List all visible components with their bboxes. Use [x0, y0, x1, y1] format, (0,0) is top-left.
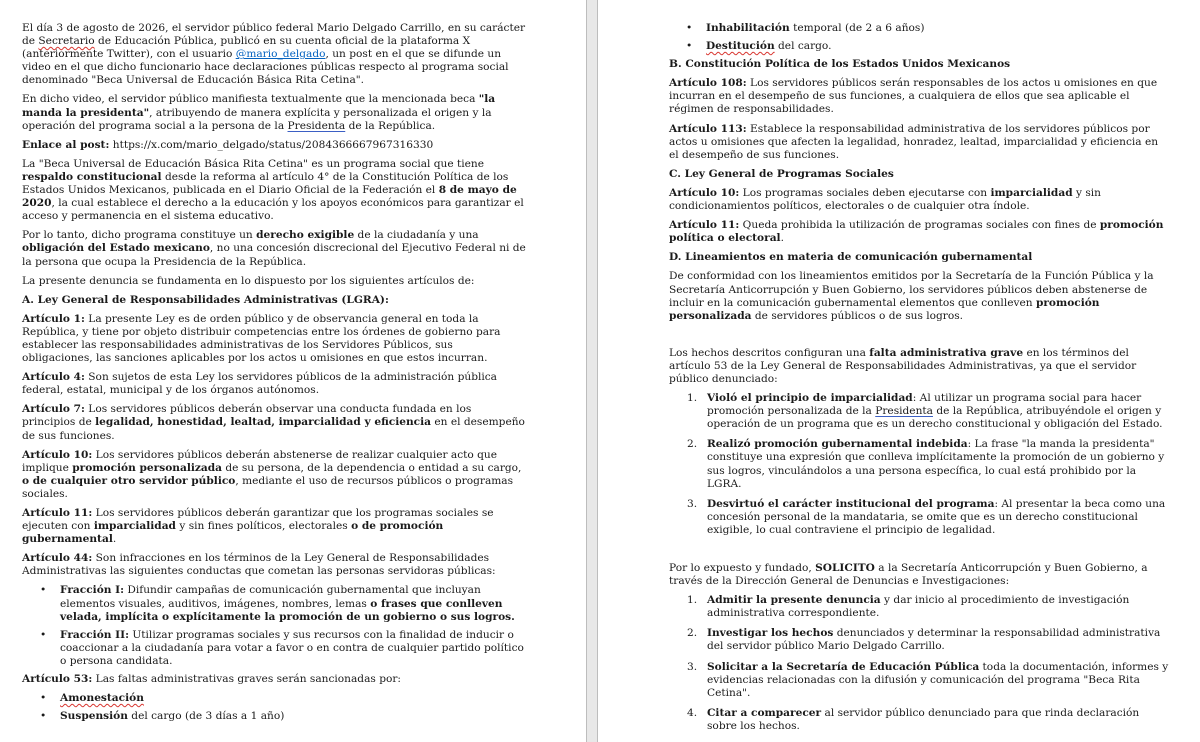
page-edge-left — [586, 0, 587, 742]
sanciones-list — [22, 692, 526, 723]
list-item: • Fracción II: Utilizar programas sociales y sus recursos con la finalidad de inducir o coaccionar a la ciudadanía para votar a favor o en contra de cualquier partido político o persona candidata. — [60, 629, 526, 668]
article-1: Artículo 1: La presente Ley es de orden público y de observancia general en toda la República, y tiene por objeto distribuir competencias entre los órdenes de gobierno para establecer las responsabilidades administrativas de los Servidores Públicos, sus obligaciones, las sanciones aplicables por los actos u omisiones en que estos incurran. — [22, 312, 501, 365]
list-item: • Destitución del cargo. — [706, 40, 1170, 53]
sanciones-list-continued — [669, 22, 1170, 53]
intro-paragraph: El día 3 de agosto de 2026, el servidor público federal Mario Delgado Carrillo, en su carácter de Secretario de Educación Pública, publicó en su cuenta oficial de la plataforma X (anteriormente Twitter), con el usuario @mario_delgado, un post en el que se difunde un video en el que dicho funcionario hace declaraciones públicas respecto al programa social denominado "Beca Universal de Educación Básica Rita Cetina". — [22, 22, 526, 87]
article-10: Artículo 10: Los servidores públicos deberán abstenerse de realizar cualquier acto que implique promoción personalizada de su persona, de la dependencia o entidad a su cargo, o de cualquier otro servidor público, mediante el uso de recursos públicos o programas sociales. — [22, 448, 522, 500]
list-item: 1. Admitir la presente denuncia y dar inicio al procedimiento de investigación administrativa correspondiente. — [687, 594, 1130, 620]
video-paragraph: En dicho video, el servidor público manifiesta textualmente que la mencionada beca "la manda la presidenta", atribuyendo de manera explícita y personalizada el origen y la operación del programa social a la persona de la Presidenta de la República. — [22, 93, 496, 132]
hechos-paragraph: Los hechos descritos configuran una falta administrativa grave en los términos del artículo 53 de la Ley General de Responsabilidades Administrativas, ya que el servidor público denunciado: — [669, 346, 1137, 385]
list-item: • Inhabilitación temporal (de 2 a 6 años) — [706, 22, 1170, 35]
article-11: Artículo 11: Los servidores públicos deberán garantizar que los programas sociales se ejecuten con imparcialidad y sin fines políticos, electorales o de promoción gubernamental. — [22, 507, 494, 546]
list-item: 3. Solicitar a la Secretaría de Educación Pública toda la documentación, informes y evidencias relacionadas con la difusión y comunicación del programa "Beca Rita Cetina". — [687, 660, 1169, 699]
post-url: https://x.com/mario_delgado/status/2084366667967316330 — [109, 138, 434, 151]
lineamientos-paragraph: De conformidad con los lineamientos emitidos por la Secretaría de la Función Pública y la Secretaría Anticorrupción y Buen Gobierno, los servidores públicos deben abstenerse de incluir en la comunicación gubernamental elementos que conlleven promoción personalizada de servidores públicos o de sus logros. — [669, 270, 1154, 322]
heading-lgra: A. Ley General de Responsabilidades Administrativas (LGRA): — [22, 293, 389, 306]
grammar-word: Presidenta — [287, 119, 346, 132]
document-page-right — [598, 0, 1200, 742]
denuncia-paragraph: La presente denuncia se fundamenta en lo dispuesto por los siguientes artículos de: — [22, 274, 475, 287]
list-item: 1. Violó el principio de imparcialidad: Al utilizar un programa social para hacer promoción personalizada de la Presidenta de la República, atribuyéndole el origen y operación de un programa que es un derecho constitucional y obligación del Estado. — [687, 392, 1163, 431]
heading-lineamientos: D. Lineamientos en materia de comunicación gubernamental — [669, 251, 1033, 264]
article-113: Artículo 113: Establece la responsabilidad administrativa de los servidores públicos por actos u omisiones que afecten la legalidad, honradez, lealtad, imparcialidad y eficiencia en el desempeño de sus funciones. — [669, 122, 1159, 161]
beca-paragraph: La "Beca Universal de Educación Básica Rita Cetina" es un programa social que tiene respaldo constitucional desde la reforma al artículo 4° de la Constitución Política de los Estados Unidos Mexicanos, publicada en el Diario Oficial de la Federación el 8 de mayo de 2020, la cual establece el derecho a la educación y los apoyos económicos para garantizar el acceso y permanencia en el sistema educativo. — [22, 157, 524, 223]
article-53: Artículo 53: Las faltas administrativas graves serán sancionadas por: — [22, 673, 402, 686]
list-item: • Amonestación — [60, 692, 526, 705]
spellcheck-word: Secretario — [38, 35, 95, 48]
post-link-paragraph: Enlace al post: https://x.com/mario_delgado/status/2084366667967316330 — [22, 138, 434, 151]
article-7: Artículo 7: Los servidores públicos deberán observar una conducta fundada en los principios de legalidad, honestidad, lealtad, imparcialidad y eficiencia en el desempeño de sus funciones. — [22, 403, 525, 442]
list-item: 2. Investigar los hechos denunciados y determinar la responsabilidad administrativa del servidor público Mario Delgado Carrillo. — [687, 627, 1161, 653]
blank-line — [669, 544, 1170, 562]
tanto-paragraph: Por lo tanto, dicho programa constituye un derecho exigible de la ciudadanía y una obligación del Estado mexicano, no una concesión discrecional del Ejecutivo Federal ni de la persona que ocupa la Presidencia de la República. — [22, 229, 526, 268]
fracciones-list — [22, 584, 526, 668]
solicito-paragraph: Por lo expuesto y fundado, SOLICITO a la Secretaría Anticorrupción y Buen Gobierno, a través de la Dirección General de Denuncias e Investigaciones: — [669, 562, 1148, 588]
blank-line — [669, 329, 1170, 347]
heading-constitucion: B. Constitución Política de los Estados Unidos Mexicanos — [669, 58, 1011, 71]
document-page-left — [0, 0, 586, 742]
list-item: • Fracción I: Difundir campañas de comunicación gubernamental que incluyan elementos visuales, auditivos, imágenes, nombres, lemas o frases que conlleven velada, implícita o explícitamente la promoción de un gobierno o sus logros. — [60, 584, 526, 623]
article-11-lgps: Artículo 11: Queda prohibida la utilización de programas sociales con fines de promoción política o electoral. — [669, 219, 1164, 245]
article-108: Artículo 108: Los servidores públicos serán responsables de los actos u omisiones en que incurran en el desempeño de sus funciones, a cualquiera de ellos que sea aplicable el régimen de responsabilidades. — [669, 77, 1158, 116]
list-item: 2. Realizó promoción gubernamental indebida: La frase "la manda la presidenta" constituye una expresión que conlleva implícitamente la promoción de un gobierno y sus logros, vinculándolos a una persona específica, lo cual está prohibido por la LGRA. — [687, 438, 1165, 490]
list-item: 3. Desvirtuó el carácter institucional del programa: Al presentar la beca como una concesión personal de la mandataria, se omite que es un derecho constitucional exigible, lo cual contraviene el principio de legalidad. — [687, 497, 1166, 536]
article-10-lgps: Artículo 10: Los programas sociales deben ejecutarse con imparcialidad y sin condicionamientos políticos, electorales o de cualquier otra índole. — [669, 186, 1101, 213]
user-handle-link[interactable]: @mario_delgado — [235, 48, 326, 61]
list-item: • Suspensión del cargo (de 3 días a 1 año) — [60, 710, 526, 723]
violaciones-list — [669, 392, 1170, 537]
article-44: Artículo 44: Son infracciones en los términos de la Ley General de Responsabilidades Administrativas las siguientes conductas que cometan las personas servidoras públicas: — [22, 552, 496, 578]
heading-programas-sociales: C. Ley General de Programas Sociales — [669, 167, 894, 180]
list-item: 4. Citar a comparecer al servidor público denunciado para que rinda declaración sobre los hechos. — [687, 706, 1140, 732]
peticiones-list — [669, 594, 1170, 733]
article-4: Artículo 4: Son sujetos de esta Ley los servidores públicos de la administración pública federal, estatal, municipal y de los órganos autónomos. — [22, 371, 497, 397]
